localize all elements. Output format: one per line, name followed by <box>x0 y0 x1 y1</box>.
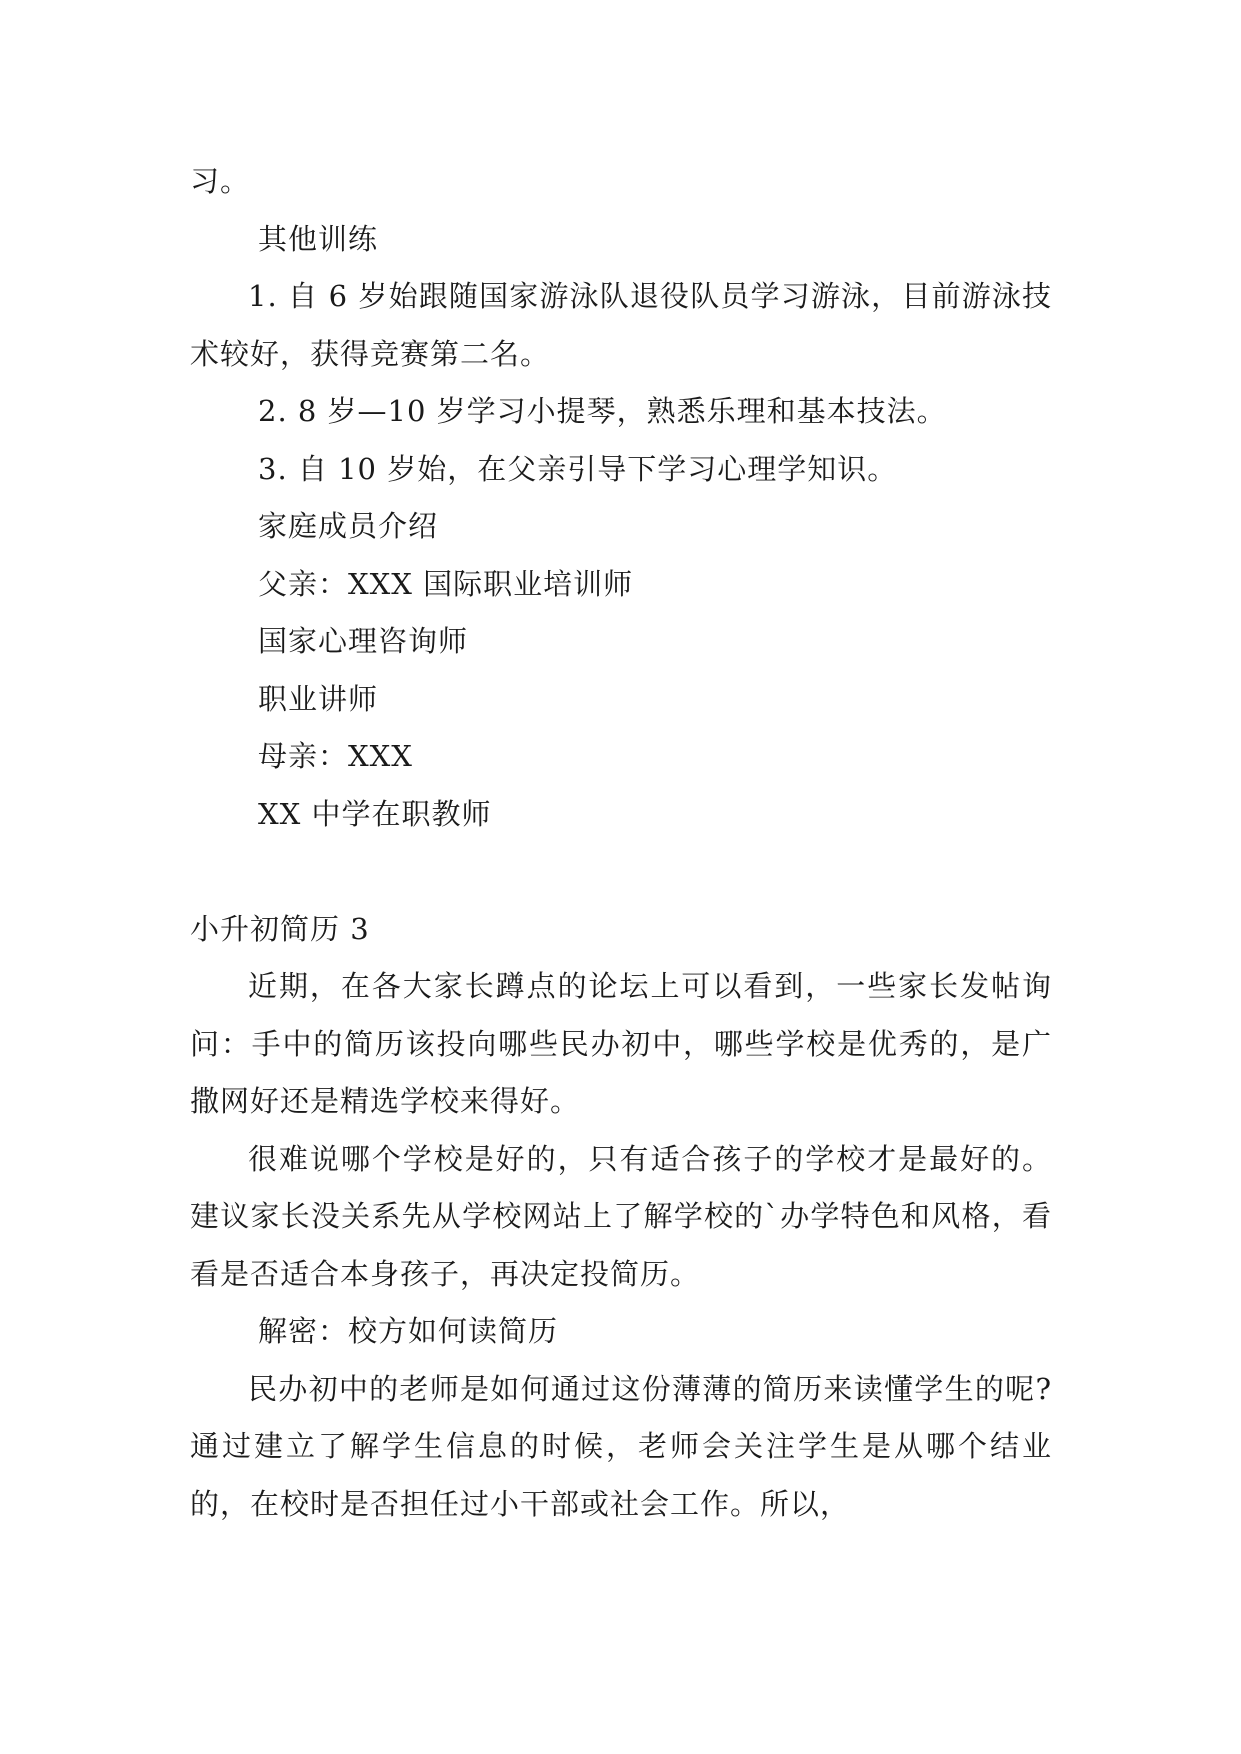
section-paragraph-1: 近期，在各大家长蹲点的论坛上可以看到，一些家长发帖询问：手中的简历该投向哪些民办初中，哪些学校是优秀的，是广撒网好还是精选学校来得好。 <box>190 969 1052 1118</box>
family-line-lecturer: 职业讲师 <box>258 681 379 716</box>
family-line-father: 父亲：XXX 国际职业培训师 <box>258 566 634 601</box>
document-body <box>190 153 1052 1533</box>
family-line-mother: 母亲：XXX <box>258 739 413 773</box>
section-paragraph-2: 很难说哪个学校是好的，只有适合孩子的学校才是最好的。建议家长没关系先从学校网站上了解学校的`办学特色和风格，看看是否适合本身孩子，再决定投简历。 <box>190 1141 1052 1291</box>
family-line-teacher: XX 中学在职教师 <box>258 796 492 831</box>
section-spacer <box>190 843 1052 901</box>
training-item-3: 3. 自 10 岁始，在父亲引导下学习心理学知识。 <box>258 451 898 486</box>
continuation-text: 习。 <box>190 164 251 198</box>
training-item-1: 1. 自 6 岁始跟随国家游泳队退役队员学习游泳，目前游泳技术较好，获得竞赛第二名。 <box>190 279 1052 371</box>
family-line-counselor: 国家心理咨询师 <box>258 624 469 658</box>
family-heading: 家庭成员介绍 <box>258 509 439 543</box>
section-paragraph-3: 民办初中的老师是如何通过这份薄薄的简历来读懂学生的呢?通过建立了解学生信息的时候，老师会关注学生是从哪个结业的，在校时是否担任过小干部或社会工作。所以， <box>190 1371 1052 1521</box>
section-title: 小升初简历 3 <box>190 911 370 946</box>
other-training-heading: 其他训练 <box>258 221 379 256</box>
training-item-2: 2. 8 岁—10 岁学习小提琴，熟悉乐理和基本技法。 <box>258 394 947 428</box>
section-subheading: 解密：校方如何读简历 <box>258 1314 559 1348</box>
